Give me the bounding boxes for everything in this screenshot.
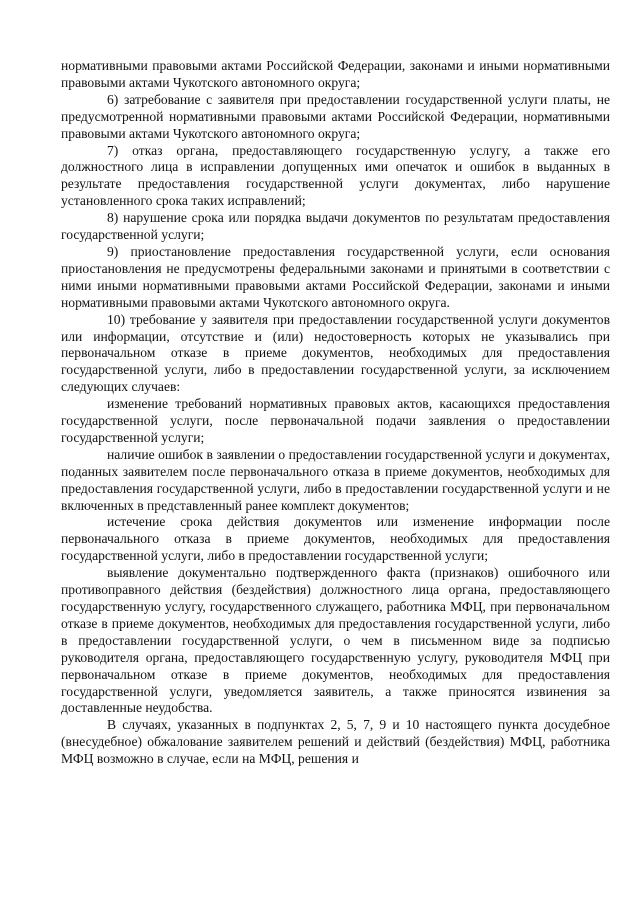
document-page	[61, 58, 610, 768]
paragraph-final: В случаях, указанных в подпунктах 2, 5, 7, 9 и 10 настоящего пункта досудебное (внесудебное) обжалование заявителем решений и действий (бездействия) МФЦ, работника МФЦ возможно в случае, если на МФЦ, решения и	[61, 717, 610, 767]
paragraph-item-6: 6) затребование с заявителя при предоставлении государственной услуги платы, не предусмотренной нормативными правовыми актами Российской Федерации, нормативными правовыми актами Чукотского автономного округа;	[61, 91, 610, 141]
paragraph-case-4: выявление документально подтвержденного факта (признаков) ошибочного или противоправного действия (бездействия) должностного лица органа, предоставляющего государственную услугу, государственного служащего, работника МФЦ, при первоначальном отказе в приеме документов, необходимых для предоставления государственной услуги, либо в предоставлении государственной услуги, о чем в письменном виде за подписью руководителя органа, предоставляющего государственную услугу, руководителя МФЦ при первоначальном отказе в приеме документов, необходимых для предоставления государственной услуги, уведомляется заявитель, а также приносятся извинения за доставленные неудобства.	[61, 565, 610, 716]
paragraph-case-3: истечение срока действия документов или изменение информации после первоначального отказа в приеме документов, необходимых для предоставления государственной услуги, либо в предоставлении государственной услуги;	[61, 514, 610, 564]
paragraph-item-10: 10) требование у заявителя при предоставлении государственной услуги документов или информации, отсутствие и (или) недостоверность которых не указывались при первоначальном отказе в приеме документов, необходимых для предоставления государственной услуги, либо в предоставлении государственной услуги, за исключением следующих случаев:	[61, 311, 610, 395]
paragraph-item-9: 9) приостановление предоставления государственной услуги, если основания приостановления не предусмотрены федеральными законами и принятыми в соответствии с ними иными нормативными правовыми актами Российской Федерации, законами и иными нормативными правовыми актами Чукотского автономного округа.	[61, 243, 610, 310]
paragraph-case-2: наличие ошибок в заявлении о предоставлении государственной услуги и документах, поданных заявителем после первоначального отказа в приеме документов, необходимых для предоставления государственной услуги, либо в предоставлении государственной услуги и не включенных в представленный ранее комплект документов;	[61, 446, 610, 513]
paragraph-item-7: 7) отказ органа, предоставляющего государственную услугу, а также его должностного лица в исправлении допущенных ими опечаток и ошибок в выданных в результате предоставления государственной услуги документах, либо нарушение установленного срока таких исправлений;	[61, 142, 610, 209]
paragraph-1: нормативными правовыми актами Российской Федерации, законами и иными нормативными правовыми актами Чукотского автономного округа;	[61, 58, 610, 90]
paragraph-case-1: изменение требований нормативных правовых актов, касающихся предоставления государственной услуги, после первоначальной подачи заявления о предоставлении государственной услуги;	[61, 396, 610, 445]
paragraph-item-8: 8) нарушение срока или порядка выдачи документов по результатам предоставления государственной услуги;	[61, 210, 610, 243]
